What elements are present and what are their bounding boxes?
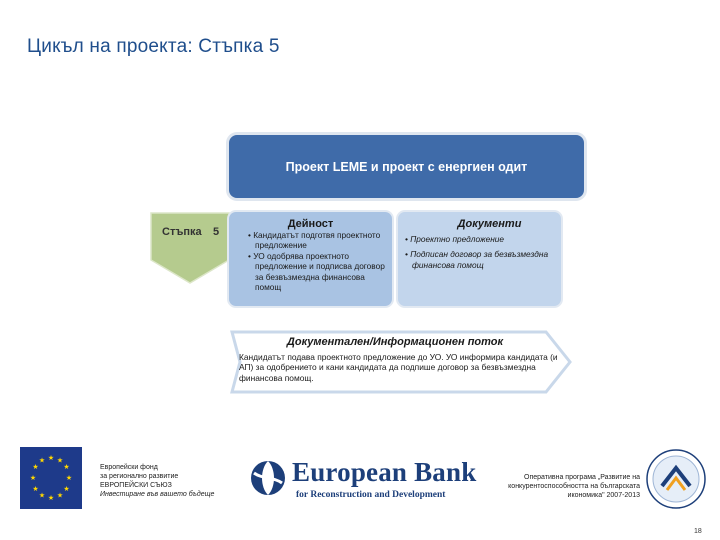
documents-heading: Документи [457,218,522,230]
eu-flag-logo [20,447,82,509]
svg-text:★: ★ [65,474,73,482]
activity-box [229,212,392,306]
list-item: • УО одобрява проектното предложение и подписва договор за безвъзмездна финансова помощ [248,250,385,293]
ebrd-logo-icon [250,455,286,501]
eu-line: Европейски фонд [100,464,158,471]
op-line: икономика" 2007-2013 [567,492,640,499]
eu-line: Инвестиране във вашето бъдеще [100,491,215,498]
svg-text:★: ★ [56,491,64,500]
svg-text:★: ★ [56,456,64,465]
svg-text:★: ★ [38,456,46,465]
step-badge [150,212,230,284]
op-line: конкурентоспособността на българската [508,483,640,490]
eu-line: за регионално развитие [100,473,179,480]
svg-text:★: ★ [47,494,55,502]
svg-text:★: ★ [32,485,39,493]
activity-heading: Дейност [287,218,334,230]
documents-box [398,212,561,306]
ebrd-subtitle: for Reconstruction and Development [296,490,446,500]
list-item: • Кандидатът подготвя проектното предложение [248,230,381,251]
svg-text:★: ★ [47,454,55,462]
page-number: 18 [694,528,702,535]
list-item: • Проектно предложение [405,234,504,244]
project-header-box [229,135,584,198]
svg-text:★: ★ [29,474,37,482]
flow-arrow-box [230,328,572,396]
flow-text: Кандидатът подава проектното предложение до УО. УО информира кандидата (и АП) за одобрението и кани кандидата да подпише договор за безвъзмездна финансова помощ. [239,352,558,383]
svg-text:★: ★ [63,463,70,471]
eu-line: ЕВРОПЕЙСКИ СЪЮЗ [100,482,172,489]
svg-text:★: ★ [38,491,46,500]
flow-heading: Документален/Информационен поток [286,336,504,348]
list-item: • Подписан договор за безвъзмездна финансова помощ [405,249,549,270]
documents-list [398,234,561,270]
operational-programme-text [480,473,640,500]
eu-fund-text [100,463,214,499]
activity-list [229,230,392,292]
project-header-text: Проект LEME и проект с енергиен одит [285,159,528,174]
operational-programme-logo [645,448,707,510]
step-chevron-shape [150,212,230,284]
step-number: 5 [213,226,220,238]
svg-text:★: ★ [32,463,39,471]
step-label: Стъпка [162,226,202,238]
op-line: Оперативна програма „Развитие на [524,474,640,481]
page-title: Цикъл на проекта: Стъпка 5 [27,36,280,57]
ebrd-name: European Bank [292,457,477,487]
svg-text:★: ★ [63,485,70,493]
